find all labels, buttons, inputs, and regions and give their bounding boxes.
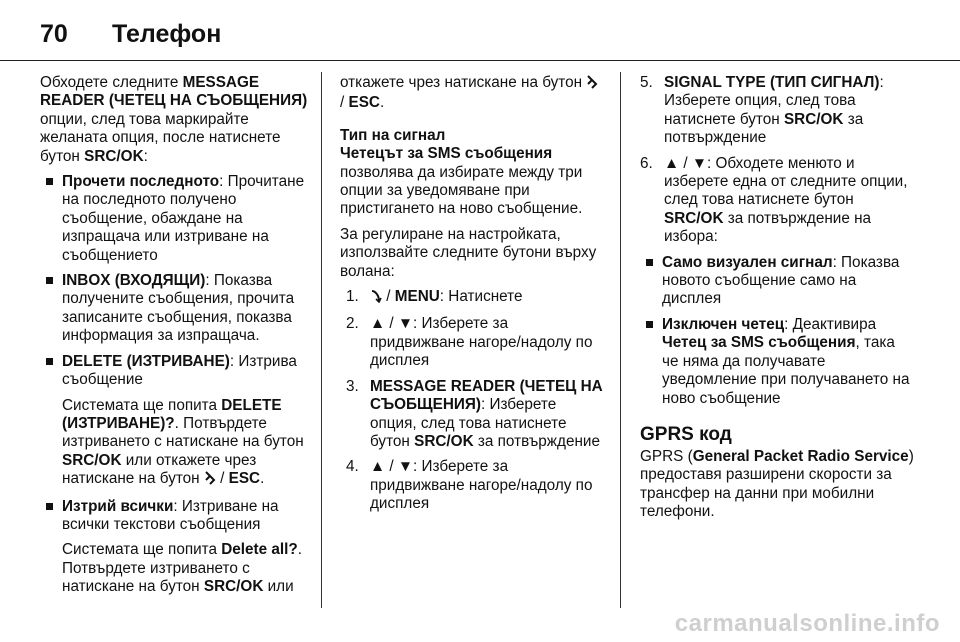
step-2: 2. ▲ / ▼: Изберете за придвижване нагоре/надолу по дисплея <box>346 315 593 370</box>
heading-sms-reader: Четецът за SMS съобщения <box>340 145 553 163</box>
step-6: 6. ▲ / ▼: Обходете менюто и изберете една от следните опции, след това натиснете бутон SRC/OK за потвърждение на избора: <box>640 154 908 246</box>
sms-reader-paragraph: позволява да избирате между три опции за уведомяване при пристигането на ново съобщение. <box>340 163 583 218</box>
step-1: 1. / MENU: Натиснете <box>346 288 605 308</box>
settings-paragraph: За регулиране на настройката, използвайте следните бутони върху волана: <box>340 225 597 280</box>
bullet-visual-only: Само визуален сигнал: Показва новото съобщение само на дисплея <box>640 254 915 309</box>
gprs-paragraph: GPRS (General Packet Radio Service) предоставя разширени скорости за трансфер на данни при мобилни телефони. <box>640 447 914 521</box>
bullet-reader-off: Изключен четец: Деактивира Четец за SMS съобщения, така че няма да получавате уведомление при получаването на ново съобщение <box>640 316 915 408</box>
step-4: 4. ▲ / ▼: Изберете за придвижване нагоре/надолу по дисплея <box>346 458 593 513</box>
heading-signal-type: Тип на сигнал <box>340 126 446 144</box>
phone-call-icon <box>370 289 382 308</box>
column-divider-1 <box>321 72 322 608</box>
delete-all-confirm-text: Системата ще попита Delete all?. Потвърдете изтриването с натискане на бутон SRC/OK или <box>62 541 303 596</box>
column-3 <box>640 74 915 529</box>
watermark: carmanualsonline.info <box>674 610 940 637</box>
intro-paragraph: Обходете следните MESSAGE READER (ЧЕТЕЦ НА СЪОБЩЕНИЯ) опции, след това маркирайте желаната опция, после натиснете бутон SRC/OK: <box>40 74 308 165</box>
heading-gprs: GPRS код <box>640 423 732 445</box>
bullet-read-last: Прочети последното: Прочитане на последното получено съобщение, обаждане на изпращача или изтриване на съобщението <box>40 173 308 265</box>
column-divider-2 <box>620 72 621 608</box>
page-title: Телефон <box>112 19 222 48</box>
column-1 <box>40 74 308 604</box>
continuation-text: откажете чрез натискане на бутон / ESC. <box>340 74 605 113</box>
column-2 <box>340 74 605 521</box>
delete-confirm-text: Системата ще попита DELETE (ИЗТРИВАНЕ)?. Потвърдете изтриването с натискане на бутон SRC/OK или откажете чрез натискане на бутон / ESC. <box>62 397 308 491</box>
header-rule <box>0 60 960 61</box>
step-5: 5. SIGNAL TYPE (ТИП СИГНАЛ): Изберете опция, след това натиснете бутон SRC/OK за потвърждение <box>640 74 884 147</box>
step-3: 3. MESSAGE READER (ЧЕТЕЦ НА СЪОБЩЕНИЯ): Изберете опция, след това натиснете бутон SRC/OK за потвърждение <box>346 377 603 450</box>
page-number: 70 <box>40 19 68 48</box>
bullet-delete-all: Изтрий всички: Изтриване на всички текстови съобщения <box>40 498 308 535</box>
phone-end-icon <box>586 75 598 94</box>
page-header <box>40 14 221 54</box>
phone-end-icon <box>204 471 216 490</box>
bullet-delete: DELETE (ИЗТРИВАНЕ): Изтрива съобщение <box>40 353 308 390</box>
bullet-inbox: INBOX (ВХОДЯЩИ): Показва получените съобщения, прочита записаните съобщения, показва информация за изпращача. <box>40 272 308 346</box>
